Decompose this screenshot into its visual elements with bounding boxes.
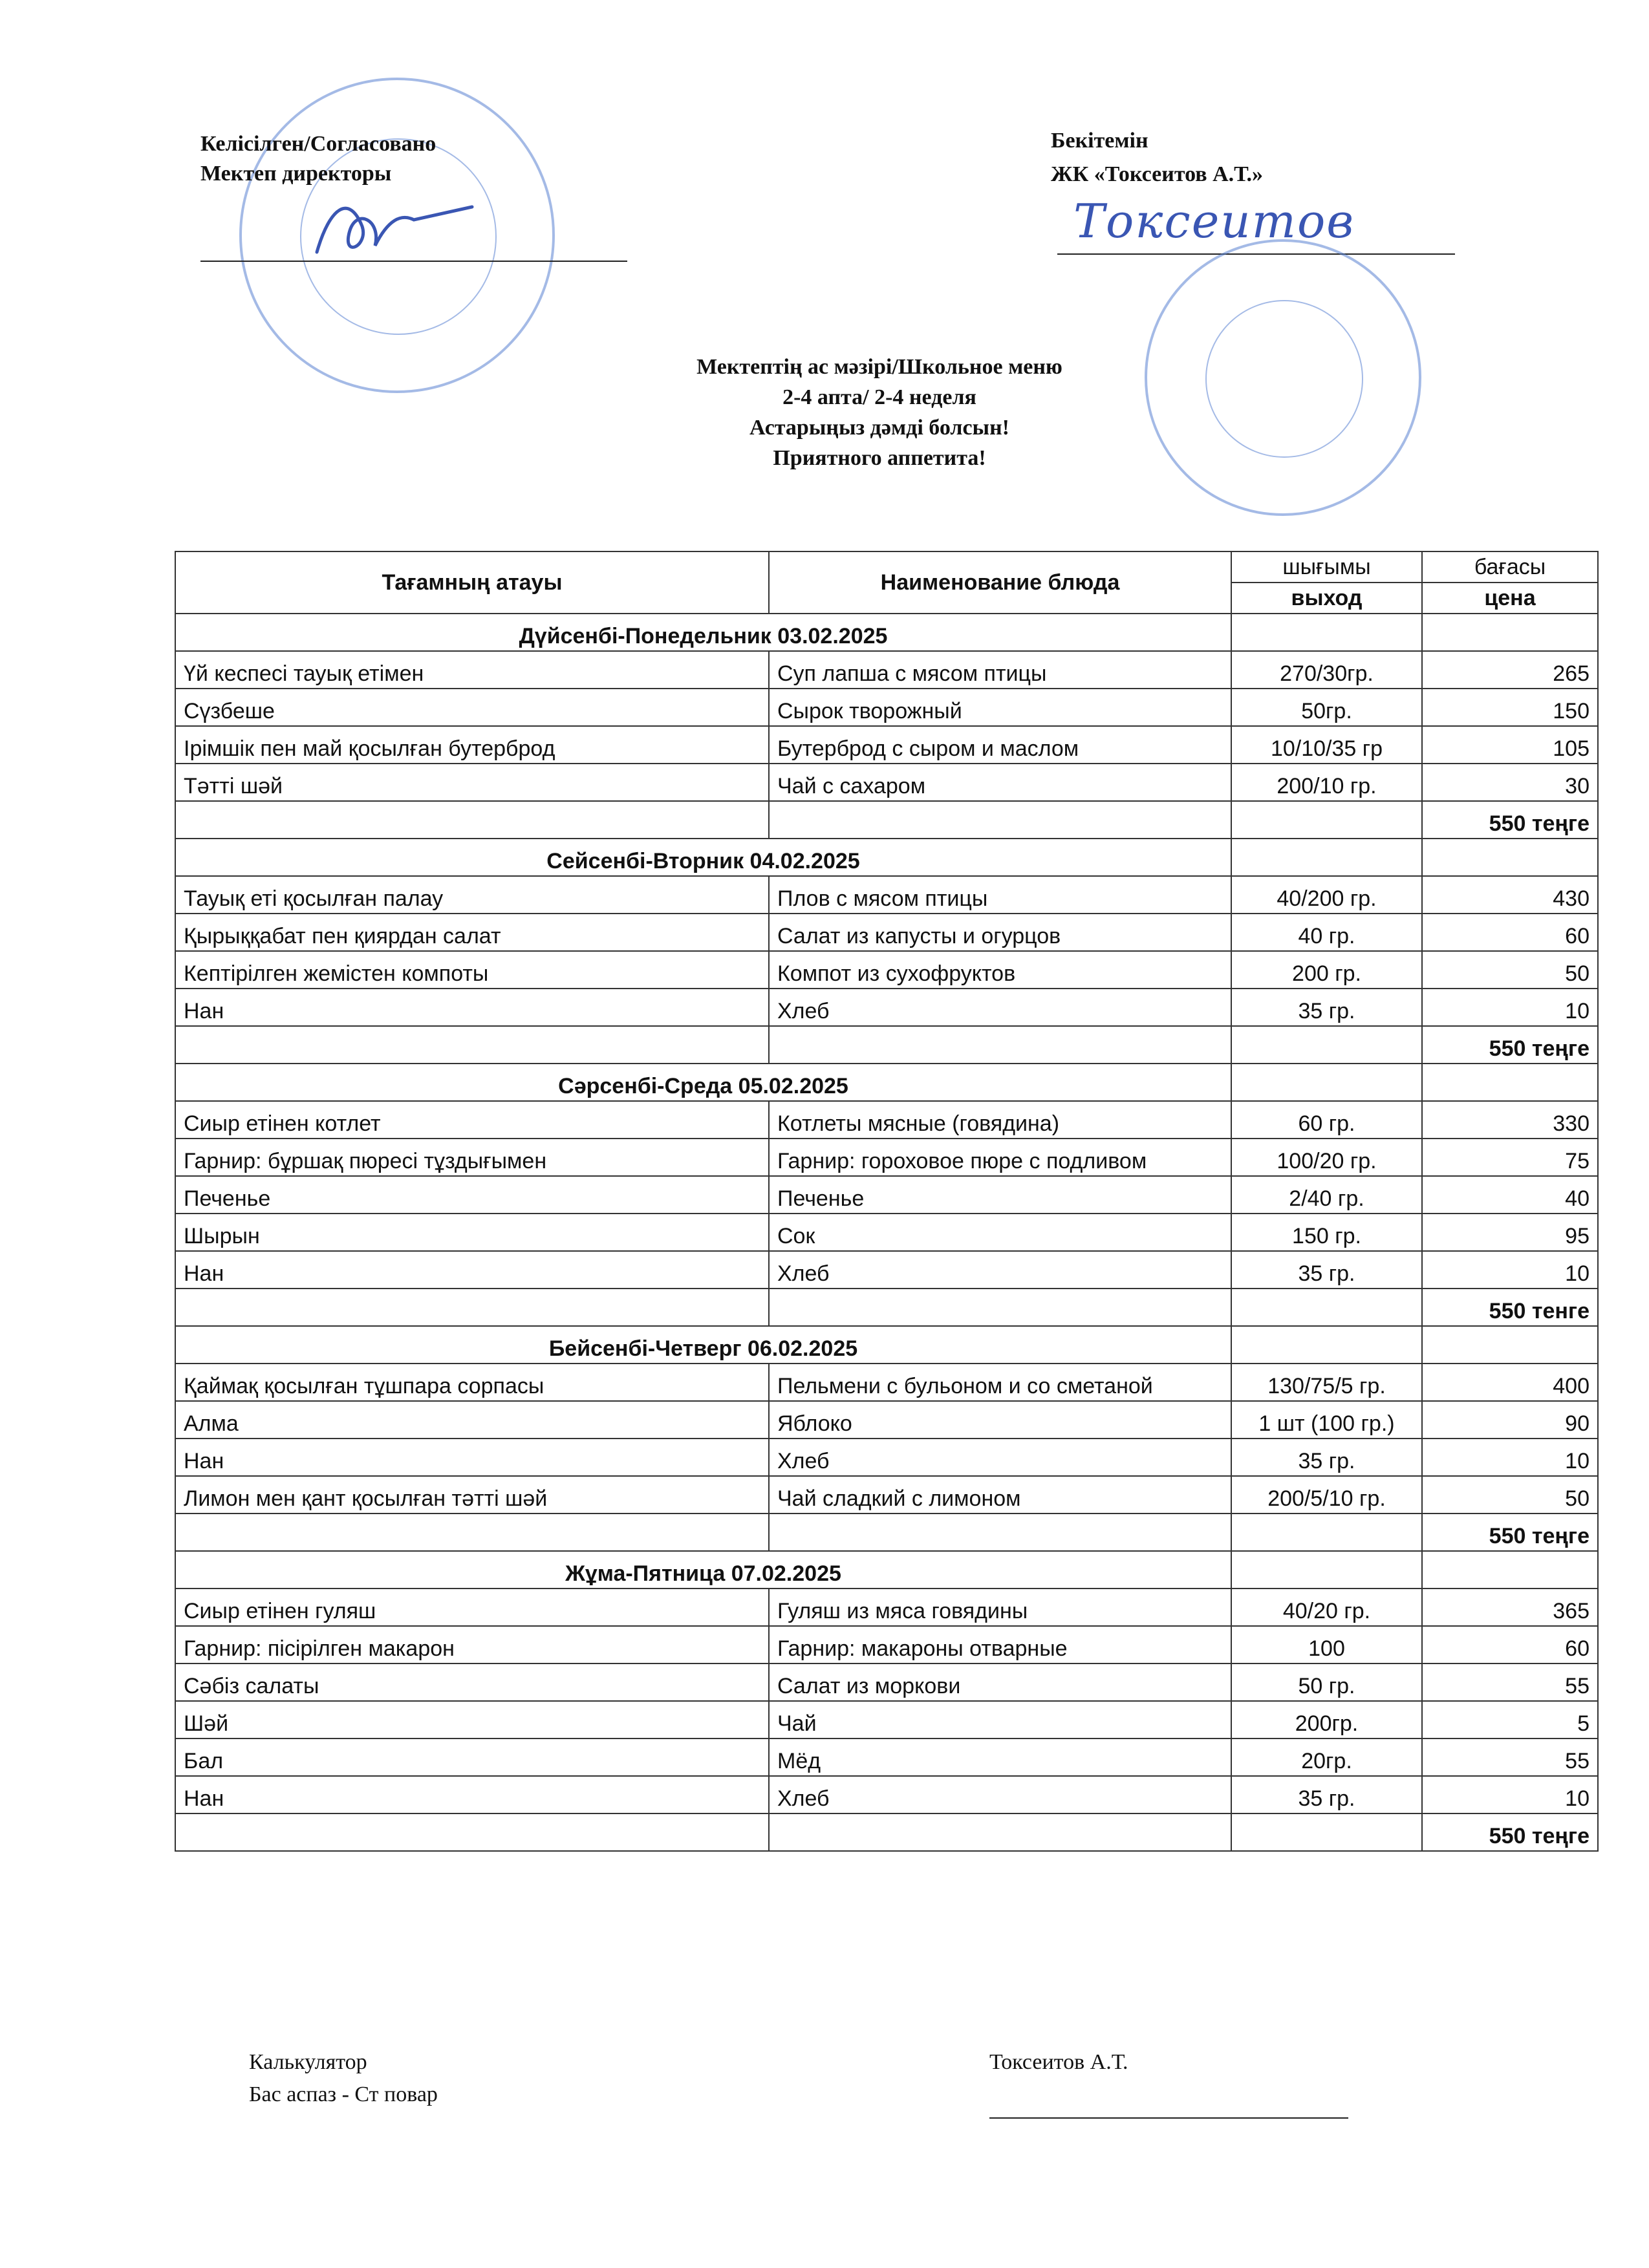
- company-label: ЖК «Токсеитов А.Т.»: [1051, 162, 1263, 186]
- table-row: [175, 1664, 1598, 1701]
- dish-output: 40/20 гр.: [1231, 1589, 1422, 1626]
- dish-name-ru: Хлеб: [769, 1439, 1231, 1476]
- dish-name-kz: Гарнир: бұршақ пюресі тұздығымен: [175, 1139, 769, 1176]
- total-empty-output: [1231, 1514, 1422, 1551]
- table-row: [175, 1176, 1598, 1214]
- dish-name-kz: Печенье: [175, 1176, 769, 1214]
- total-row: [175, 1813, 1598, 1851]
- day-title: Жұма-Пятница 07.02.2025: [175, 1551, 1231, 1589]
- table-row: [175, 689, 1598, 726]
- dish-output: 200/10 гр.: [1231, 764, 1422, 801]
- total-empty-ru: [769, 801, 1231, 839]
- footer-right-name: Токсеитов А.Т.: [989, 2050, 1128, 2074]
- total-empty-ru: [769, 1514, 1231, 1551]
- dish-price: 10: [1422, 1776, 1598, 1813]
- total-empty-kz: [175, 801, 769, 839]
- table-row: [175, 764, 1598, 801]
- dish-name-ru: Плов с мясом птицы: [769, 876, 1231, 914]
- day-total: 550 теңге: [1422, 1813, 1598, 1851]
- dish-name-ru: Мёд: [769, 1738, 1231, 1776]
- approved-label: Бекітемін: [1051, 129, 1148, 153]
- dish-price: 60: [1422, 1626, 1598, 1664]
- header-price-kz: бағасы: [1422, 551, 1598, 583]
- agreed-label: Келісілген/Согласовано: [200, 132, 436, 156]
- dish-output: 35 гр.: [1231, 1776, 1422, 1813]
- total-empty-kz: [175, 1813, 769, 1851]
- dish-name-kz: Сәбіз салаты: [175, 1664, 769, 1701]
- day-empty-price: [1422, 614, 1598, 651]
- day-total: 550 тенге: [1422, 1289, 1598, 1326]
- table-row: [175, 1776, 1598, 1813]
- day-title: Дүйсенбі-Понедельник 03.02.2025: [175, 614, 1231, 651]
- dish-price: 55: [1422, 1738, 1598, 1776]
- director-label: Мектеп директоры: [200, 162, 392, 186]
- dish-output: 200гр.: [1231, 1701, 1422, 1738]
- table-row: [175, 914, 1598, 951]
- day-empty-price: [1422, 1551, 1598, 1589]
- dish-name-kz: Қырыққабат пен қиярдан салат: [175, 914, 769, 951]
- table-row: [175, 1589, 1598, 1626]
- dish-price: 10: [1422, 989, 1598, 1026]
- total-empty-output: [1231, 1813, 1422, 1851]
- dish-name-ru: Хлеб: [769, 1251, 1231, 1289]
- dish-price: 10: [1422, 1439, 1598, 1476]
- total-empty-kz: [175, 1026, 769, 1064]
- dish-name-ru: Гарнир: макароны отварные: [769, 1626, 1231, 1664]
- total-empty-output: [1231, 1289, 1422, 1326]
- total-empty-ru: [769, 1289, 1231, 1326]
- dish-name-ru: Компот из сухофруктов: [769, 951, 1231, 989]
- dish-name-ru: Гарнир: гороховое пюре с подливом: [769, 1139, 1231, 1176]
- total-row: [175, 801, 1598, 839]
- total-row: [175, 1026, 1598, 1064]
- dish-name-ru: Салат из капусты и огурцов: [769, 914, 1231, 951]
- dish-name-ru: Бутерброд с сыром и маслом: [769, 726, 1231, 764]
- day-empty-price: [1422, 1064, 1598, 1101]
- table-row: [175, 1364, 1598, 1401]
- dish-name-kz: Нан: [175, 989, 769, 1026]
- title-line-4: Приятного аппетита!: [773, 446, 986, 470]
- dish-name-kz: Қаймақ қосылған тұшпара сорпасы: [175, 1364, 769, 1401]
- dish-output: 200/5/10 гр.: [1231, 1476, 1422, 1514]
- table-row: [175, 951, 1598, 989]
- day-title: Сейсенбі-Вторник 04.02.2025: [175, 839, 1231, 876]
- total-empty-ru: [769, 1026, 1231, 1064]
- dish-price: 50: [1422, 1476, 1598, 1514]
- footer-left: [249, 2046, 438, 2111]
- day-header-row: [175, 839, 1598, 876]
- day-empty-price: [1422, 839, 1598, 876]
- dish-price: 365: [1422, 1589, 1598, 1626]
- total-empty-kz: [175, 1514, 769, 1551]
- day-empty-output: [1231, 839, 1422, 876]
- dish-name-ru: Печенье: [769, 1176, 1231, 1214]
- dish-name-kz: Тәтті шәй: [175, 764, 769, 801]
- day-header-row: [175, 1551, 1598, 1589]
- header-kz-dish: Тағамның атауы: [175, 551, 769, 614]
- day-empty-output: [1231, 1551, 1422, 1589]
- dish-output: 35 гр.: [1231, 1251, 1422, 1289]
- table-row: [175, 1626, 1598, 1664]
- total-row: [175, 1289, 1598, 1326]
- table-row: [175, 989, 1598, 1026]
- director-signature-line: [200, 261, 627, 262]
- dish-price: 265: [1422, 651, 1598, 689]
- dish-price: 50: [1422, 951, 1598, 989]
- header-price-ru: цена: [1422, 583, 1598, 614]
- dish-output: 2/40 гр.: [1231, 1176, 1422, 1214]
- dish-output: 40/200 гр.: [1231, 876, 1422, 914]
- dish-output: 20гр.: [1231, 1738, 1422, 1776]
- day-empty-output: [1231, 1326, 1422, 1364]
- table-row: [175, 1738, 1598, 1776]
- dish-name-ru: Салат из моркови: [769, 1664, 1231, 1701]
- owner-signature: Токсеитов: [1073, 194, 1355, 248]
- dish-name-kz: Нан: [175, 1439, 769, 1476]
- table-row: [175, 1401, 1598, 1439]
- footer-signature-line: [989, 2117, 1348, 2119]
- dish-name-ru: Гуляш из мяса говядины: [769, 1589, 1231, 1626]
- dish-name-kz: Гарнир: пісірілген макарон: [175, 1626, 769, 1664]
- dish-name-kz: Алма: [175, 1401, 769, 1439]
- dish-price: 40: [1422, 1176, 1598, 1214]
- day-empty-output: [1231, 614, 1422, 651]
- dish-output: 150 гр.: [1231, 1214, 1422, 1251]
- dish-price: 30: [1422, 764, 1598, 801]
- day-header-row: [175, 614, 1598, 651]
- day-total: 550 теңге: [1422, 801, 1598, 839]
- title-line-2: 2-4 апта/ 2-4 неделя: [782, 385, 976, 409]
- dish-name-ru: Сырок творожный: [769, 689, 1231, 726]
- dish-output: 100/20 гр.: [1231, 1139, 1422, 1176]
- dish-name-kz: Кептірілген жемістен компоты: [175, 951, 769, 989]
- table-row: [175, 651, 1598, 689]
- dish-output: 1 шт (100 гр.): [1231, 1401, 1422, 1439]
- menu-table: [175, 551, 1599, 1852]
- header-output-kz: шығымы: [1231, 551, 1422, 583]
- title-line-3: Астарыңыз дәмді болсын!: [749, 416, 1009, 440]
- day-total: 550 теңге: [1422, 1026, 1598, 1064]
- dish-output: 60 гр.: [1231, 1101, 1422, 1139]
- dish-price: 75: [1422, 1139, 1598, 1176]
- dish-output: 200 гр.: [1231, 951, 1422, 989]
- dish-output: 270/30гр.: [1231, 651, 1422, 689]
- menu-title: [0, 352, 1649, 473]
- table-row: [175, 1439, 1598, 1476]
- dish-name-kz: Сиыр етінен котлет: [175, 1101, 769, 1139]
- dish-name-kz: Ірімшік пен май қосылған бутерброд: [175, 726, 769, 764]
- dish-name-ru: Чай с сахаром: [769, 764, 1231, 801]
- total-row: [175, 1514, 1598, 1551]
- day-title: Сәрсенбі-Среда 05.02.2025: [175, 1064, 1231, 1101]
- dish-price: 10: [1422, 1251, 1598, 1289]
- dish-output: 50гр.: [1231, 689, 1422, 726]
- dish-price: 60: [1422, 914, 1598, 951]
- dish-output: 50 гр.: [1231, 1664, 1422, 1701]
- table-row: [175, 1101, 1598, 1139]
- table-row: [175, 1476, 1598, 1514]
- dish-price: 5: [1422, 1701, 1598, 1738]
- dish-price: 330: [1422, 1101, 1598, 1139]
- table-row: [175, 1251, 1598, 1289]
- dish-price: 55: [1422, 1664, 1598, 1701]
- day-title: Бейсенбі-Четверг 06.02.2025: [175, 1326, 1231, 1364]
- total-empty-ru: [769, 1813, 1231, 1851]
- chef-label: Бас аспаз - Ст повар: [249, 2082, 438, 2106]
- approval-block-left: [200, 129, 436, 189]
- day-header-row: [175, 1064, 1598, 1101]
- dish-output: 35 гр.: [1231, 989, 1422, 1026]
- title-line-1: Мектептің ас мәзірі/Школьное меню: [696, 355, 1062, 379]
- dish-name-kz: Сиыр етінен гуляш: [175, 1589, 769, 1626]
- calculator-label: Калькулятор: [249, 2050, 367, 2074]
- total-empty-output: [1231, 1026, 1422, 1064]
- dish-name-kz: Нан: [175, 1776, 769, 1813]
- table-row: [175, 1214, 1598, 1251]
- dish-price: 430: [1422, 876, 1598, 914]
- dish-name-ru: Котлеты мясные (говядина): [769, 1101, 1231, 1139]
- dish-output: 40 гр.: [1231, 914, 1422, 951]
- dish-price: 150: [1422, 689, 1598, 726]
- dish-name-kz: Сүзбеше: [175, 689, 769, 726]
- table-row: [175, 1701, 1598, 1738]
- dish-name-ru: Хлеб: [769, 1776, 1231, 1813]
- dish-name-ru: Сок: [769, 1214, 1231, 1251]
- dish-price: 95: [1422, 1214, 1598, 1251]
- dish-name-kz: Лимон мен қант қосылған тәтті шәй: [175, 1476, 769, 1514]
- approval-block-right: [1051, 124, 1263, 191]
- dish-name-kz: Тауық еті қосылған палау: [175, 876, 769, 914]
- table-row: [175, 1139, 1598, 1176]
- dish-output: 100: [1231, 1626, 1422, 1664]
- dish-name-ru: Пельмени с бульоном и со сметаной: [769, 1364, 1231, 1401]
- dish-output: 10/10/35 гр: [1231, 726, 1422, 764]
- dish-name-kz: Нан: [175, 1251, 769, 1289]
- dish-output: 130/75/5 гр.: [1231, 1364, 1422, 1401]
- day-total: 550 теңге: [1422, 1514, 1598, 1551]
- day-header-row: [175, 1326, 1598, 1364]
- dish-output: 35 гр.: [1231, 1439, 1422, 1476]
- header-ru-dish: Наименование блюда: [769, 551, 1231, 614]
- dish-name-kz: Шырын: [175, 1214, 769, 1251]
- dish-name-ru: Чай: [769, 1701, 1231, 1738]
- dish-name-kz: Бал: [175, 1738, 769, 1776]
- day-empty-price: [1422, 1326, 1598, 1364]
- dish-name-kz: Шәй: [175, 1701, 769, 1738]
- day-empty-output: [1231, 1064, 1422, 1101]
- dish-name-ru: Чай сладкий с лимоном: [769, 1476, 1231, 1514]
- total-empty-output: [1231, 801, 1422, 839]
- menu-table-body: [175, 614, 1598, 1851]
- dish-name-ru: Суп лапша с мясом птицы: [769, 651, 1231, 689]
- table-row: [175, 876, 1598, 914]
- total-empty-kz: [175, 1289, 769, 1326]
- table-row: [175, 726, 1598, 764]
- dish-name-ru: Хлеб: [769, 989, 1231, 1026]
- dish-name-ru: Яблоко: [769, 1401, 1231, 1439]
- dish-name-kz: Үй кеспесі тауық етімен: [175, 651, 769, 689]
- dish-price: 90: [1422, 1401, 1598, 1439]
- dish-price: 105: [1422, 726, 1598, 764]
- dish-price: 400: [1422, 1364, 1598, 1401]
- header-output-ru: выход: [1231, 583, 1422, 614]
- director-signature: [304, 181, 485, 272]
